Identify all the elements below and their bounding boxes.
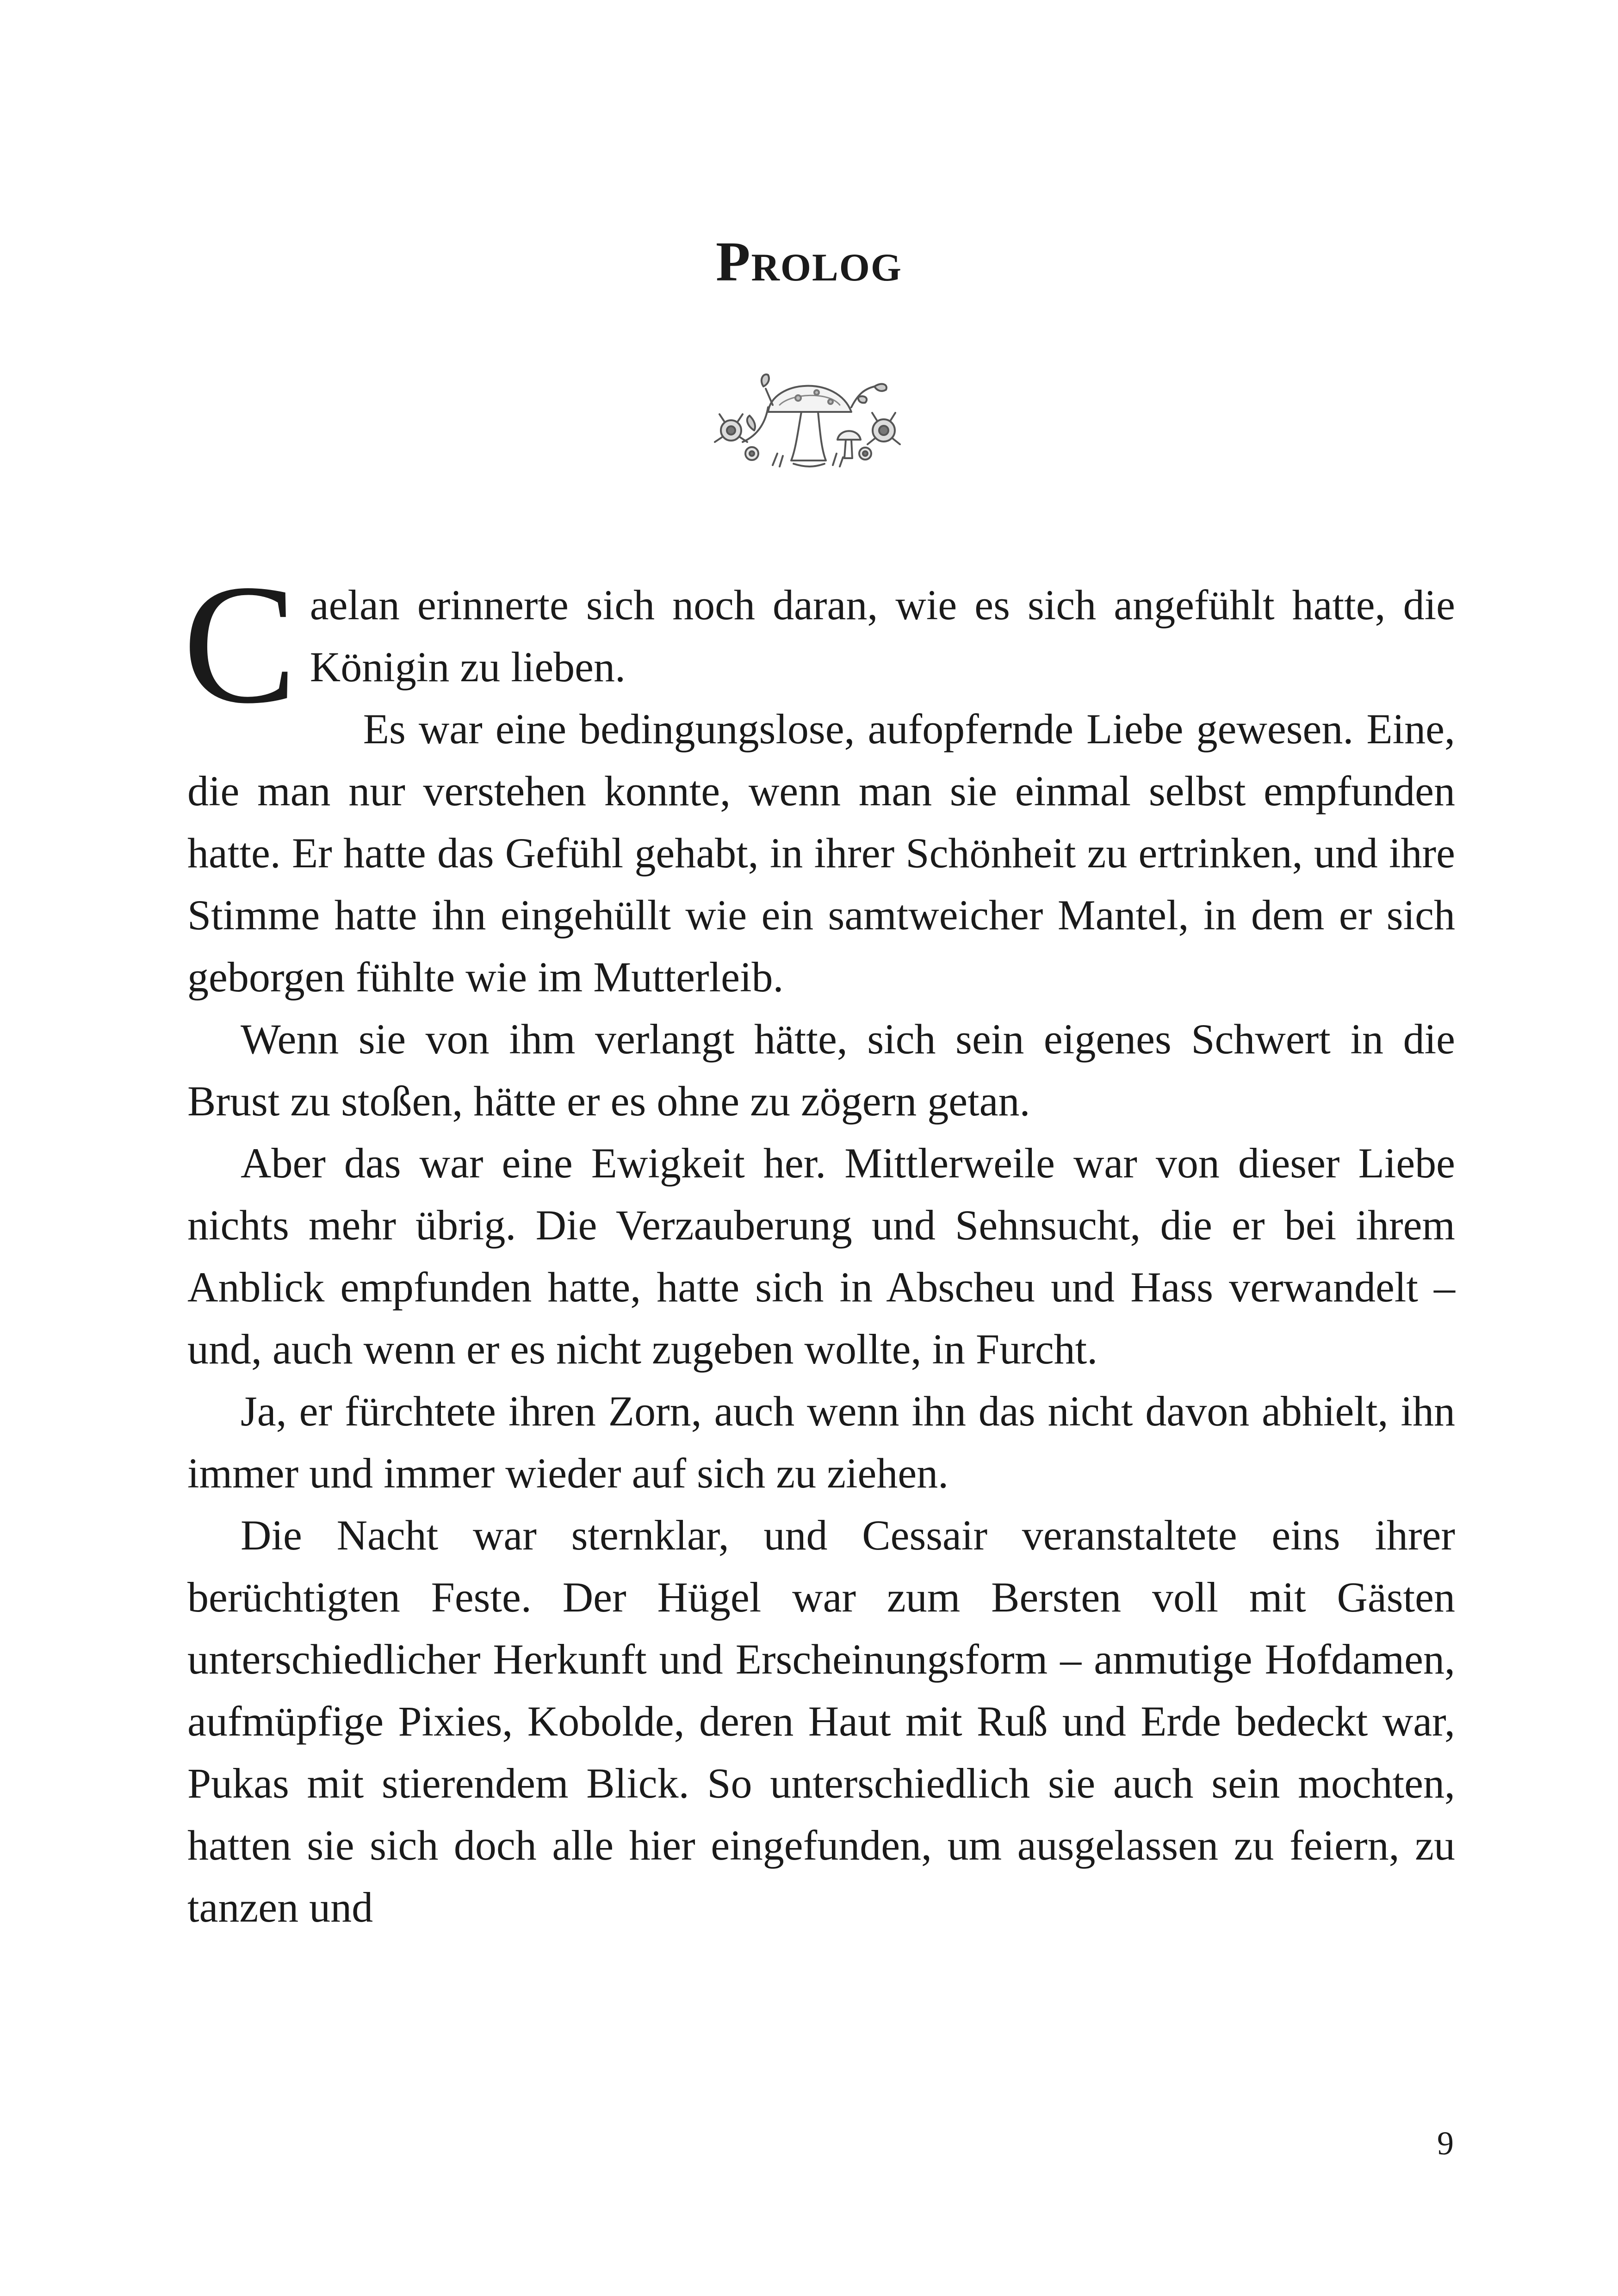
paragraph-2: Es war eine bedingungslose, aufopfernde Liebe gewesen. Eine, die man nur verstehen konnte, wenn man sie einmal selbst empfunden hatte. Er hatte das Gefühl gehabt, in ihrer Schönheit zu ertrinken, und ihre Stimme hatte ihn eingehüllt wie ein samtweicher Mantel, in dem er sich geborgen fühlte wie im Mutterleib. <box>187 705 1455 1001</box>
mushroom-flowers-icon <box>699 361 916 477</box>
paragraph-4: Aber das war eine Ewigkeit her. Mittlerweile war von dieser Liebe nichts mehr übrig. Die Verzauberung und Sehnsucht, die er bei ihrem Anblick empfunden hatte, hatte sich in Abscheu und Hass verwandelt – und, auch wenn er es nicht zugeben wollte, in Furcht. <box>187 1139 1455 1373</box>
page-number: 9 <box>1437 2125 1454 2162</box>
paragraph-3: Wenn sie von ihm verlangt hätte, sich sein eigenes Schwert in die Brust zu stoßen, hätte er es ohne zu zögern getan. <box>187 1015 1455 1125</box>
body-text <box>183 549 1455 1938</box>
chapter-title: Prolog <box>716 230 902 293</box>
paragraph-6: Die Nacht war sternklar, und Cessair veranstaltete eins ihrer berüchtigten Feste. Der Hügel war zum Bersten voll mit Gästen unterschiedlicher Herkunft und Erscheinungsform – anmutige Hofdamen, aufmüpfige Pixies, Kobolde, deren Haut mit Ruß und Erde bedeckt war, Pukas mit stierendem Blick. So unterschiedlich sie auch sein mochten, hatten sie sich doch alle hier eingefunden, um ausgelassen zu feiern, zu tanzen und <box>187 1512 1455 1931</box>
paragraph-1 <box>183 549 1455 739</box>
dropcap-letter: C <box>183 549 297 739</box>
paragraph-1-text: aelan erinnerte sich noch daran, wie es sich angefühlt hatte, die Königin zu lieben. <box>310 581 1455 691</box>
paragraph-5: Ja, er fürchtete ihren Zorn, auch wenn ihn das nicht davon abhielt, ihn immer und immer wieder auf sich zu ziehen. <box>187 1388 1455 1497</box>
